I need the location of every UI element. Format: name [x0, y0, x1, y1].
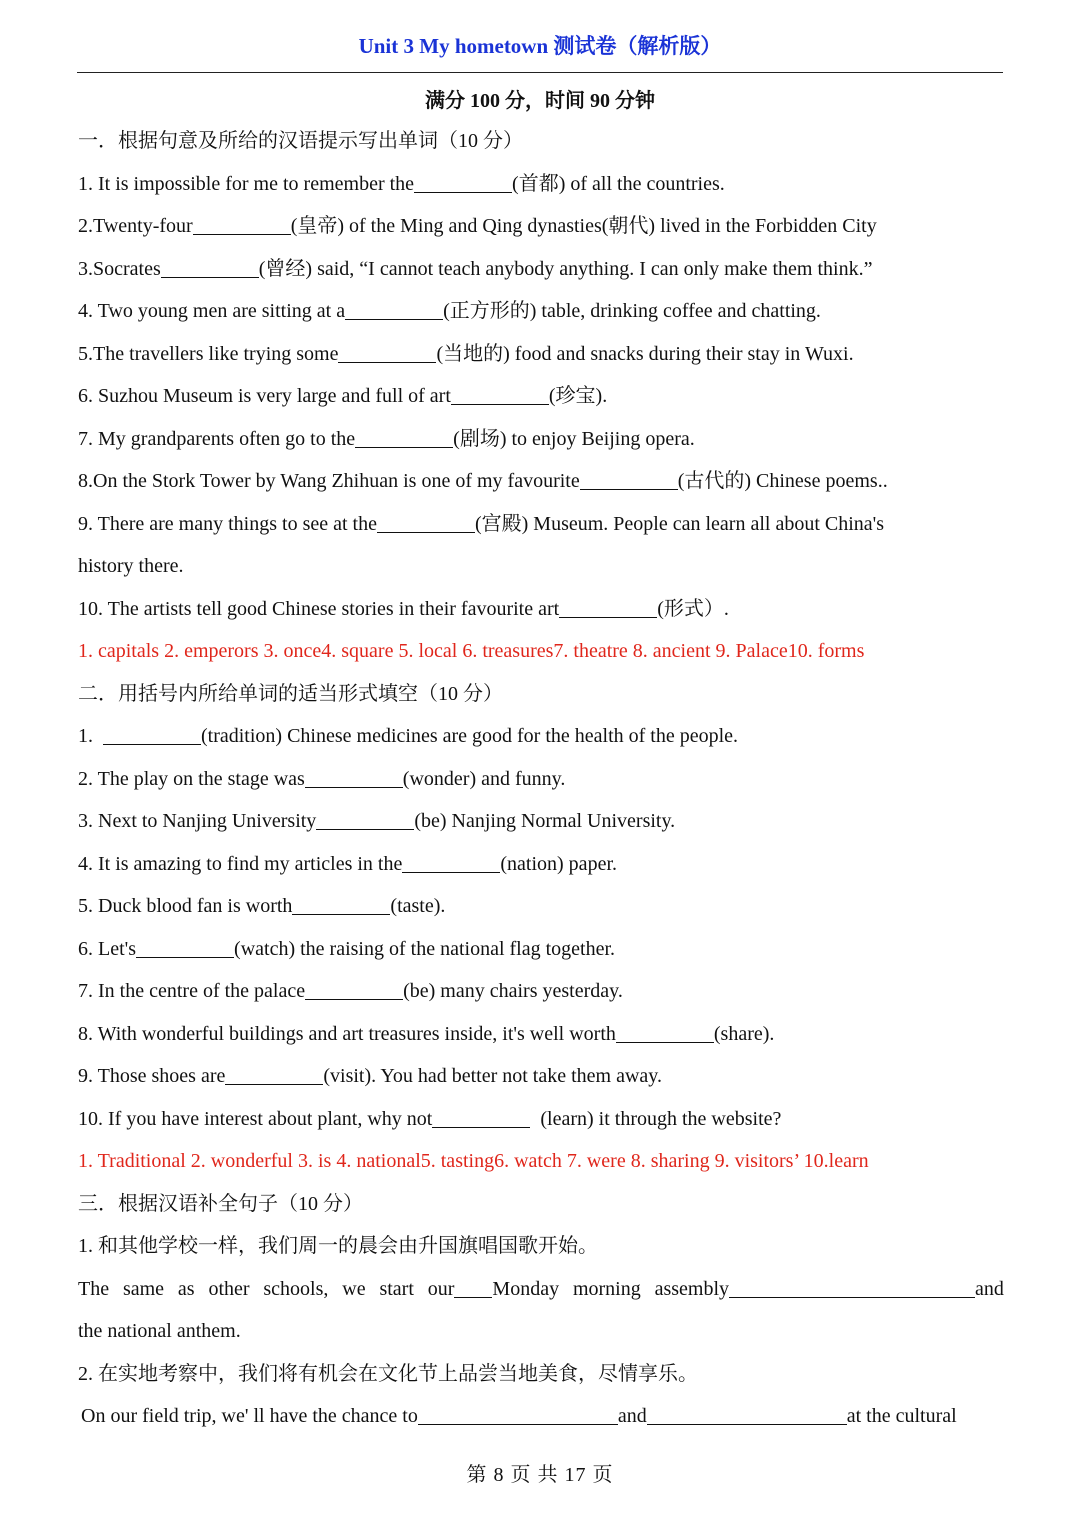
question-text: (首都) of all the countries. [512, 172, 725, 195]
question-text: 7. In the centre of the palace [78, 980, 306, 1002]
exam-score-time: 满分 100 分，时间 90 分钟 [425, 90, 655, 112]
question-text: 5. Duck blood fan is worth [78, 895, 293, 917]
question-continuation: the national anthem. [78, 1320, 241, 1342]
word: assembly [654, 1277, 730, 1300]
section-heading: 三．根据汉语补全句子（10 分） [78, 1192, 363, 1215]
question-text: 8. With wonderful buildings and art treasures inside, it's well worth [78, 1022, 616, 1045]
question-text: 9. There are many things to see at the [78, 512, 377, 535]
question-text: (wonder) and funny. [402, 767, 566, 790]
question-text: (形式）. [657, 597, 729, 620]
answer-blank[interactable] [338, 343, 436, 363]
question-text: 3.Socrates [78, 257, 161, 280]
answer-blank[interactable] [418, 1405, 618, 1425]
translation-line [78, 1268, 1004, 1311]
question-text: (当地的) food and snacks during their stay in Wuxi. [436, 342, 854, 365]
header-divider [77, 72, 1003, 73]
answer-blank[interactable] [402, 853, 500, 873]
question-item [78, 588, 1004, 631]
question-item [78, 503, 1004, 546]
question-item [78, 1055, 1004, 1098]
answer-blank[interactable] [345, 300, 443, 320]
question-text: (nation) paper. [500, 852, 617, 875]
question-text: 1. It is impossible for me to remember the [78, 172, 415, 195]
answer-blank[interactable] [729, 1278, 975, 1298]
chinese-prompt: 2. 在实地考察中，我们将有机会在文化节上品尝当地美食，尽情享乐。 [78, 1362, 698, 1385]
question-item [78, 460, 1004, 503]
answer-blank[interactable] [161, 258, 259, 278]
page-number: 第 8 页 共 17 页 [466, 1464, 614, 1486]
word: Monday [492, 1277, 560, 1300]
question-text: (剧场) to enjoy Beijing opera. [453, 427, 695, 450]
question-item [78, 885, 1004, 928]
answer-blank[interactable] [454, 1278, 492, 1298]
document-header-title: Unit 3 My hometown 测试卷（解析版） [358, 34, 722, 58]
question-text: 3. Next to Nanjing University [78, 810, 317, 832]
question-item [78, 163, 1004, 206]
question-item [78, 290, 1004, 333]
answer-blank[interactable] [305, 768, 403, 788]
question-text: (曾经) said, “I cannot teach anybody anything. I can only make them think.” [258, 257, 873, 280]
question-item [78, 375, 1004, 418]
question-text: (be) many chairs yesterday. [403, 980, 623, 1002]
answer-blank[interactable] [225, 1065, 323, 1085]
answer-blank[interactable] [136, 938, 234, 958]
question-item [78, 715, 1004, 758]
question-text: (taste). [390, 895, 446, 917]
question-text: (visit). You had better not take them away. [323, 1065, 663, 1087]
question-text: (learn) it through the website? [530, 1107, 782, 1130]
question-item [78, 758, 1004, 801]
question-text: (watch) the raising of the national flag together. [234, 937, 616, 960]
answer-blank[interactable] [559, 598, 657, 618]
answer-blank[interactable] [316, 810, 414, 830]
word: schools, [263, 1277, 329, 1300]
answer-key: 1. Traditional 2. wonderful 3. is 4. national5. tasting6. watch 7. were 8. sharing 9. visitors’ 10.learn [78, 1150, 869, 1172]
answer-blank[interactable] [103, 725, 201, 745]
answer-blank[interactable] [305, 980, 403, 1000]
question-item [78, 418, 1004, 461]
question-text: 10. If you have interest about plant, why not [78, 1107, 433, 1130]
question-text: (宫殿) Museum. People can learn all about China's [474, 512, 885, 535]
answer-blank[interactable] [432, 1108, 530, 1128]
question-item [78, 333, 1004, 376]
answer-blank[interactable] [580, 470, 678, 490]
question-item [78, 1013, 1004, 1056]
section-heading: 一．根据句意及所给的汉语提示写出单词（10 分） [78, 130, 523, 152]
question-text: 9. Those shoes are [78, 1065, 226, 1087]
section-heading: 二．用括号内所给单词的适当形式填空（10 分） [78, 682, 503, 705]
question-item [78, 205, 1004, 248]
question-text: (皇帝) of the Ming and Qing dynasties(朝代) lived in the Forbidden City [290, 215, 877, 237]
question-text: (tradition) Chinese medicines are good for the health of the people. [201, 725, 739, 747]
question-text: (珍宝). [548, 385, 608, 407]
question-text: 1. [78, 725, 103, 747]
question-text: 5.The travellers like trying some [78, 342, 339, 365]
answer-blank[interactable] [377, 513, 475, 533]
question-text: 4. It is amazing to find my articles in the [78, 852, 403, 875]
answer-blank[interactable] [355, 428, 453, 448]
worksheet-body [78, 120, 1004, 1438]
question-text: 2.Twenty-four [78, 215, 193, 237]
word [428, 1268, 559, 1311]
question-text: 6. Suzhou Museum is very large and full of art [78, 385, 451, 407]
question-text: 4. Two young men are sitting at a [78, 300, 346, 322]
translation-line [78, 1395, 1004, 1438]
word: other [208, 1277, 250, 1300]
question-text: 8.On the Stork Tower by Wang Zhihuan is one of my favourite [78, 470, 580, 492]
question-text: (be) Nanjing Normal University. [414, 810, 676, 832]
question-item [78, 800, 1004, 843]
question-item [78, 970, 1004, 1013]
question-text: 7. My grandparents often go to the [78, 427, 356, 450]
answer-blank[interactable] [193, 215, 291, 235]
answer-key: 1. capitals 2. emperors 3. once4. square 5. local 6. treasures7. theatre 8. ancient 9. Palace10. forms [78, 640, 865, 662]
question-text: and [617, 1405, 647, 1427]
answer-blank[interactable] [451, 385, 549, 405]
answer-blank[interactable] [414, 173, 512, 193]
question-text: On our field trip, we' ll have the chance to [81, 1405, 418, 1427]
word: as [177, 1277, 195, 1300]
question-text: at the cultural [846, 1405, 957, 1427]
answer-blank[interactable] [647, 1405, 847, 1425]
chinese-prompt: 1. 和其他学校一样，我们周一的晨会由升国旗唱国歌开始。 [78, 1235, 598, 1257]
word: start [379, 1277, 414, 1300]
word: The [78, 1277, 110, 1300]
word: same [122, 1277, 165, 1300]
question-text: (古代的) Chinese poems.. [677, 470, 888, 492]
word: morning [572, 1277, 641, 1300]
question-item [78, 248, 1004, 291]
question-continuation: history there. [78, 555, 184, 577]
question-text: 6. Let's [78, 937, 137, 960]
question-text: (正方形的) table, drinking coffee and chatting. [443, 300, 821, 322]
word [655, 1268, 1004, 1311]
question-text: (share). [713, 1022, 775, 1045]
word: we [342, 1277, 366, 1300]
question-text: 2. The play on the stage was [78, 767, 305, 790]
question-item [78, 843, 1004, 886]
question-item [78, 928, 1004, 971]
word: our [427, 1277, 455, 1300]
question-text: 10. The artists tell good Chinese stories in their favourite art [78, 597, 560, 620]
answer-blank[interactable] [616, 1023, 714, 1043]
question-item [78, 1098, 1004, 1141]
word: and [975, 1277, 1004, 1300]
answer-blank[interactable] [292, 895, 390, 915]
